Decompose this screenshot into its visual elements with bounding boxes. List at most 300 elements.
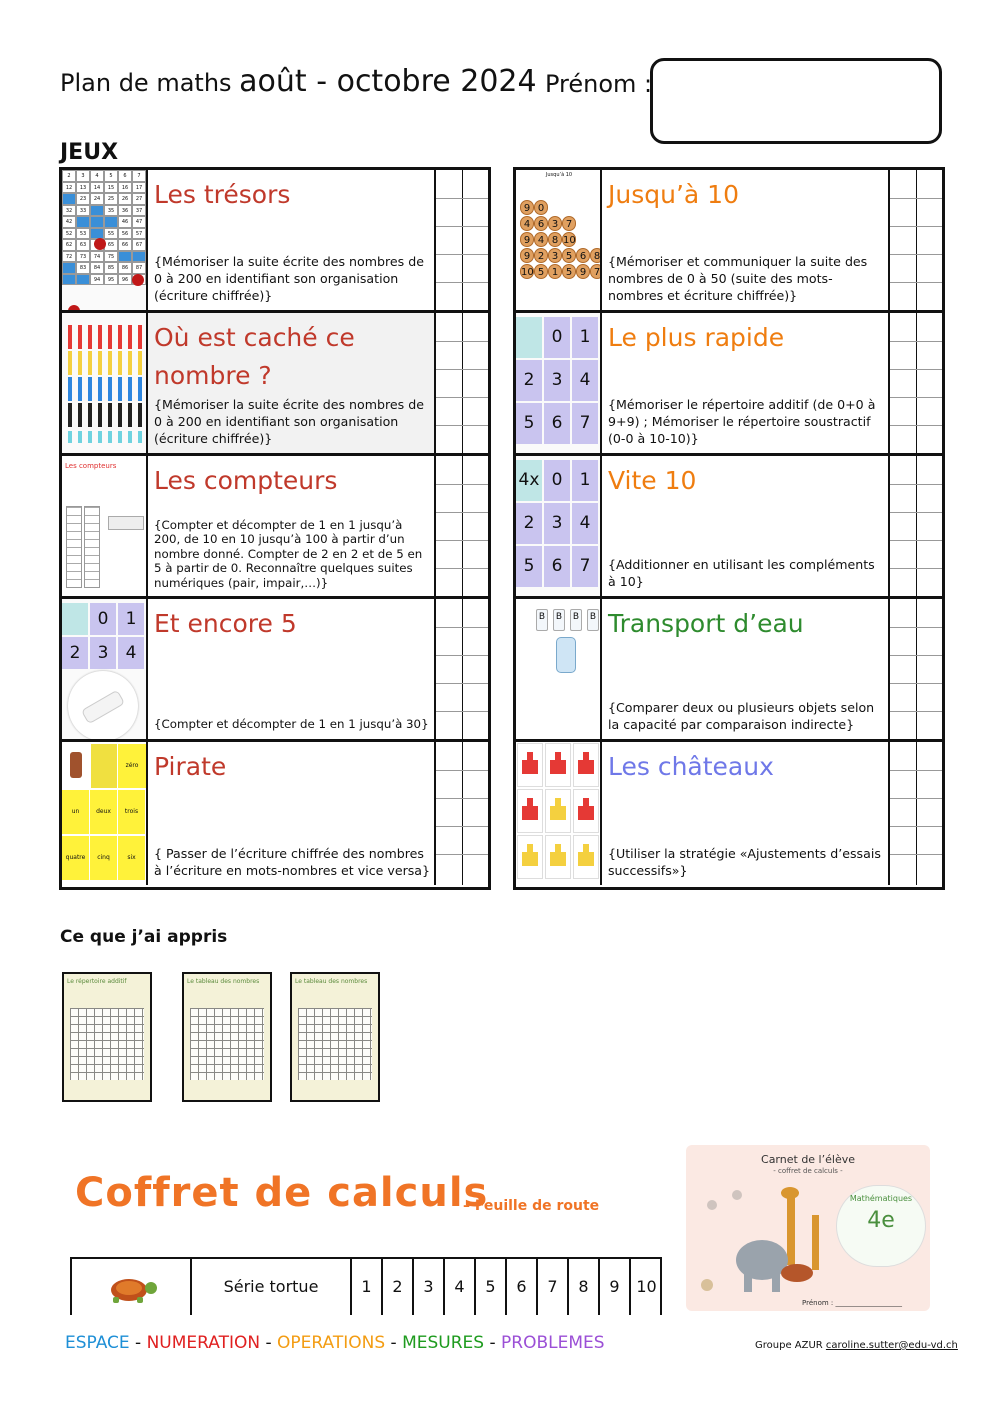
checkbox-divider [890,655,942,656]
log-number: 7 [590,264,602,279]
pencil-segment [128,351,132,375]
game-content [602,170,890,310]
log-number: 4 [520,216,534,231]
pencil-segment [108,377,112,401]
turtle-icon [101,1270,161,1306]
game-description: {Mémoriser la suite écrite des nombres de 0 à 200 en identifiant son organisation (écriture chiffrée)} [154,254,424,303]
learned-heading: Ce que j’ai appris [60,927,228,947]
checkbox-divider [436,341,488,342]
checkbox-divider [436,425,488,426]
castle-icon [578,806,594,820]
checkbox-grid[interactable] [888,313,942,453]
number-card: 5 [516,546,542,587]
game-row [62,313,488,456]
word-card: cinq [90,836,117,880]
game-title: Le plus rapide [608,323,785,352]
number-cell: 46 [118,216,132,228]
pencil-segment [138,377,142,401]
word-card: deux [90,790,117,834]
checkbox-divider [436,568,488,569]
domains-line [65,1333,605,1353]
number-cell: 53 [76,228,90,240]
number-cell [90,228,104,240]
water-thumbnail [516,599,602,739]
number-cell: 57 [132,228,146,240]
compteurs-thumbnail [62,456,148,596]
game-row [62,170,488,313]
serie-number-cell[interactable]: 1 [352,1259,383,1315]
game-title: Et encore 5 [154,609,297,638]
learned-card [290,972,380,1102]
checkbox-divider [890,282,942,283]
game-description: {Mémoriser le répertoire additif (de 0+0 à 9+9) ; Mémoriser le répertoire soustractif (0-0 à 10-10)} [608,397,876,446]
checkbox-grid[interactable] [434,170,488,310]
number-cell: 2 [62,170,76,182]
number-card: 0 [90,603,116,635]
number-cell: 24 [90,193,104,205]
pencil-segment [88,431,92,443]
number-card: 4 [118,637,144,669]
log-number: 6 [576,248,590,263]
treasure-dot [94,238,106,250]
checkbox-divider [916,170,917,310]
carnet-title: Carnet de l’élève [761,1153,855,1166]
log-number: 9 [576,264,590,279]
pencil-segment [108,403,112,427]
checkbox-divider [436,512,488,513]
number-card [62,603,88,635]
castle-icon [583,844,589,852]
domain-label: MESURES [402,1333,485,1353]
castle-icon [578,760,594,774]
log-number: 5 [534,264,548,279]
number-cell: 47 [132,216,146,228]
number-cell [62,274,76,286]
number-cell [62,193,76,205]
checkbox-divider [916,456,917,596]
number-card: 7 [572,546,598,587]
log-number: 7 [562,216,576,231]
compteurs-thumb-title: Les compteurs [65,462,117,470]
number-card: 1 [118,603,144,635]
checkbox-divider [890,683,942,684]
number-cell: 95 [104,274,118,286]
pencil-segment [98,431,102,443]
number-cell [118,251,132,263]
domain-label: ESPACE [65,1333,130,1353]
game-title: Où est caché ce nombre ? [154,323,355,390]
domain-separator: - [385,1333,403,1353]
game-title: Vite 10 [608,466,697,495]
pencil-segment [78,377,82,401]
pencils-thumbnail [62,313,148,453]
game-title: Jusqu’à 10 [608,180,739,209]
vite-thumbnail [516,456,602,596]
pencil-segment [78,351,82,375]
prenom-input-box[interactable] [650,58,942,144]
game-row [516,456,942,599]
game-content [148,456,436,596]
coffret-title: Coffret de calculs [75,1170,489,1216]
learned-card [182,972,272,1102]
log-number: 9 [520,232,534,247]
game-description: {Comparer deux ou plusieurs objets selon la capacité par comparaison indirecte} [608,700,875,732]
pencil-segment [118,325,122,349]
checkbox-grid[interactable] [434,456,488,596]
treasure-dot [132,274,144,286]
checkbox-divider [890,397,942,398]
serie-tortue-table [70,1257,662,1315]
game-row [62,456,488,599]
carnet-subject: Mathématiques [849,1194,913,1203]
serie-number-cell[interactable]: 2 [383,1259,414,1315]
pencil-segment [138,403,142,427]
checkbox-divider [462,170,463,310]
serie-number-cell[interactable]: 8 [569,1259,600,1315]
number-card: 2 [516,503,542,544]
number-cell: 35 [104,205,118,217]
checkbox-divider [436,854,488,855]
pencil-segment [128,431,132,443]
number-cell: 75 [104,251,118,263]
pencil-segment [88,403,92,427]
number-cell: 5 [104,170,118,182]
game-description: {Compter et décompter de 1 en 1 jusqu’à 30} [154,717,429,731]
castle-icon [527,844,533,852]
pencil-segment [118,403,122,427]
checkbox-divider [436,198,488,199]
number-cell [76,216,90,228]
pencil-segment [98,403,102,427]
encore-thumbnail [62,599,148,739]
checkbox-grid[interactable] [888,456,942,596]
pencil-segment [98,325,102,349]
number-cell: 84 [90,262,104,274]
game-row [62,599,488,742]
credit-prefix: Groupe AZUR [755,1340,826,1351]
number-cell: 72 [62,251,76,263]
number-cell: 13 [76,182,90,194]
castle-icon [550,806,566,820]
pencil-segment [78,431,82,443]
checkbox-divider [462,313,463,453]
word-card [91,744,117,788]
game-description: {Utiliser la stratégie «Ajustements d’essais successifs»} [608,846,881,878]
game-content [602,456,890,596]
pencil-segment [98,377,102,401]
checkbox-divider [890,826,942,827]
learned-card-title: Le répertoire additif [67,978,127,985]
plan-period: août - octobre 2024 [239,64,537,99]
checkbox-divider [890,568,942,569]
number-cell: 17 [132,182,146,194]
checkbox-divider [462,742,463,885]
serie-number-cell[interactable]: 3 [414,1259,445,1315]
domain-label: PROBLEMES [501,1333,605,1353]
number-card: 6 [544,546,570,587]
checkbox-divider [436,770,488,771]
pencil-segment [118,351,122,375]
checkbox-divider [462,456,463,596]
castle-icon [555,752,561,760]
number-cell: 12 [62,182,76,194]
checkbox-divider [436,282,488,283]
game-description: {Mémoriser la suite écrite des nombres de 0 à 200 en identifiant son organisation (écriture chiffrée)} [154,397,424,446]
number-card: 4x [516,460,542,501]
checkbox-divider [436,826,488,827]
pencil-segment [128,403,132,427]
checkbox-divider [436,484,488,485]
number-cell: 3 [76,170,90,182]
checkbox-divider [890,798,942,799]
number-cell: 56 [118,228,132,240]
number-cell: 16 [118,182,132,194]
number-cell: 6 [118,170,132,182]
log-number: 1 [548,264,562,279]
log-number: 10 [562,232,576,247]
checkbox-divider [890,341,942,342]
number-card: 1 [572,460,598,501]
checkbox-divider [436,226,488,227]
checkbox-divider [890,254,942,255]
number-card: 1 [572,317,598,358]
serie-number-cell[interactable]: 9 [600,1259,631,1315]
chateaux-thumbnail [516,742,602,885]
number-card: 7 [572,403,598,444]
learned-card-title: Le tableau des nombres [187,978,260,985]
number-card [516,317,542,358]
number-cell: 67 [132,239,146,251]
word-card: trois [118,790,145,834]
game-title: Les trésors [154,180,291,209]
game-content [148,170,436,310]
checkbox-divider [890,540,942,541]
number-cell: 83 [76,262,90,274]
castle-icon [583,798,589,806]
thumb-title: Jusqu’à 10 [545,172,573,178]
checkbox-divider [436,254,488,255]
checkbox-divider [890,854,942,855]
checkbox-divider [890,770,942,771]
word-card: zéro [118,744,146,788]
number-cell: 52 [62,228,76,240]
pencil-segment [88,351,92,375]
number-cell: 33 [76,205,90,217]
serie-number-cell[interactable]: 10 [636,1277,657,1296]
mini-table [190,1008,264,1080]
log-number: 5 [562,248,576,263]
animals-illustration [692,1175,852,1305]
carnet-cover [686,1145,930,1311]
castle-icon [583,752,589,760]
turtle-icon-cell [72,1259,192,1315]
pirate-figure [70,752,82,778]
log-number: 8 [590,248,602,263]
number-card: 6 [544,403,570,444]
tresors-thumbnail [62,170,148,310]
number-cell: 65 [104,239,118,251]
plan-prefix: Plan de maths [60,69,232,97]
number-cell: 94 [90,274,104,286]
castle-icon [527,798,533,806]
number-cell: 4 [90,170,104,182]
pencil-segment [68,431,72,443]
game-content [602,313,890,453]
treasure-dot [68,305,80,310]
number-cell: 86 [118,262,132,274]
checkbox-divider [890,484,942,485]
number-cell [90,205,104,217]
checkbox-divider [436,711,488,712]
number-cell: 63 [76,239,90,251]
serie-number-cell[interactable]: 6 [507,1259,538,1315]
castle-icon [527,752,533,760]
game-row [62,742,488,885]
games-table-right [513,167,945,890]
cup-label: B [536,609,548,631]
number-cell: 27 [132,193,146,205]
number-cell: 36 [118,205,132,217]
word-card: un [62,790,89,834]
number-card: 3 [544,503,570,544]
checkbox-grid[interactable] [434,742,488,885]
word-card: quatre [62,836,89,880]
checkbox-divider [436,655,488,656]
checkbox-divider [890,627,942,628]
mini-table [298,1008,372,1080]
checkbox-grid[interactable] [888,742,942,885]
number-card: 5 [516,403,542,444]
log-number: 0 [534,200,548,215]
checkbox-divider [916,599,917,739]
castle-icon [522,806,538,820]
log-number: 2 [534,248,548,263]
serie-number-cell[interactable]: 4 [445,1259,476,1315]
log-number: 4 [534,232,548,247]
checkbox-divider [890,425,942,426]
castle-icon [550,852,566,866]
pencil-segment [98,351,102,375]
jusqua-thumbnail [516,170,602,310]
checkbox-divider [890,369,942,370]
number-cell: 73 [76,251,90,263]
number-cell: 32 [62,205,76,217]
checkbox-divider [462,599,463,739]
number-cell: 7 [132,170,146,182]
castle-icon [555,844,561,852]
word-card: six [118,836,145,880]
checkbox-grid[interactable] [434,313,488,453]
pencil-segment [118,431,122,443]
learned-card-title: Le tableau des nombres [295,978,368,985]
number-cell: 26 [118,193,132,205]
log-number: 6 [534,216,548,231]
number-cell [76,274,90,286]
serie-number-cell[interactable]: 7 [538,1259,569,1315]
number-cell: 74 [90,251,104,263]
checkbox-grid[interactable] [888,599,942,739]
game-content [148,313,436,453]
checkbox-divider [890,226,942,227]
number-cell: 15 [104,182,118,194]
number-cell: 42 [62,216,76,228]
carnet-subtitle: - coffret de calculs - [773,1167,843,1175]
number-cell: 55 [104,228,118,240]
checkbox-grid[interactable] [434,599,488,739]
log-number: 9 [520,200,534,215]
number-cell: 87 [132,262,146,274]
game-row [516,170,942,313]
game-description: {Mémoriser et communiquer la suite des nombres de 0 à 50 (suite des mots-nombres et écriture chiffrée)} [608,254,868,303]
number-cell: 23 [76,193,90,205]
domain-label: OPERATIONS [277,1333,386,1353]
checkbox-divider [890,711,942,712]
pencil-segment [138,351,142,375]
cup-label: B [570,609,582,631]
serie-label: Série tortue [192,1259,352,1315]
pencil-segment [108,351,112,375]
checkbox-grid[interactable] [888,170,942,310]
number-cell [132,251,146,263]
number-cell [90,216,104,228]
mini-table [70,1008,144,1080]
pencil-segment [128,325,132,349]
number-cell: 85 [104,262,118,274]
game-description: {Additionner en utilisant les compléments à 10} [608,557,875,589]
checkbox-divider [436,397,488,398]
section-heading-games: JEUX [60,140,119,165]
plan-title [60,64,537,99]
pencil-segment [128,377,132,401]
number-card: 2 [62,637,88,669]
log-number: 10 [520,264,534,279]
pencil-segment [118,377,122,401]
checkbox-divider [436,798,488,799]
log-number: 3 [548,216,562,231]
pirate-thumbnail [62,742,148,885]
checkbox-divider [916,742,917,885]
game-description: {Compter et décompter de 1 en 1 jusqu’à 200, de 10 en 10 jusqu’à 100 à partir d’un nombre donné. Compter de 2 en 2 et de 5 en 5 à partir de 0. Reconnaître quelques suites numériques (pair, impair,…)} [154,517,423,590]
water-bottle [556,637,576,673]
number-cell: 25 [104,193,118,205]
game-row [516,742,942,885]
number-cell: 14 [90,182,104,194]
carnet-prenom: Prénom : ___________________ [802,1299,902,1307]
game-row [516,313,942,456]
carnet-grade: 4e [867,1208,895,1233]
pencil-segment [138,431,142,443]
credit-email[interactable]: caroline.sutter@edu-vd.ch [825,1340,958,1351]
subject-badge [836,1185,926,1267]
number-card: 2 [516,360,542,401]
pencil-segment [108,325,112,349]
pencil-segment [88,325,92,349]
game-title: Les compteurs [154,466,338,495]
castle-icon [550,760,566,774]
game-title: Les châteaux [608,752,774,781]
checkbox-divider [890,198,942,199]
log-number: 3 [548,248,562,263]
cup-label: B [553,609,565,631]
credit-line [755,1340,958,1351]
pencil-segment [68,325,72,349]
pencil-segment [88,377,92,401]
serie-number-cell[interactable]: 5 [476,1259,507,1315]
pencil-segment [108,431,112,443]
game-row [516,599,942,742]
domain-label: NUMERATION [146,1333,261,1353]
number-card: 3 [90,637,116,669]
